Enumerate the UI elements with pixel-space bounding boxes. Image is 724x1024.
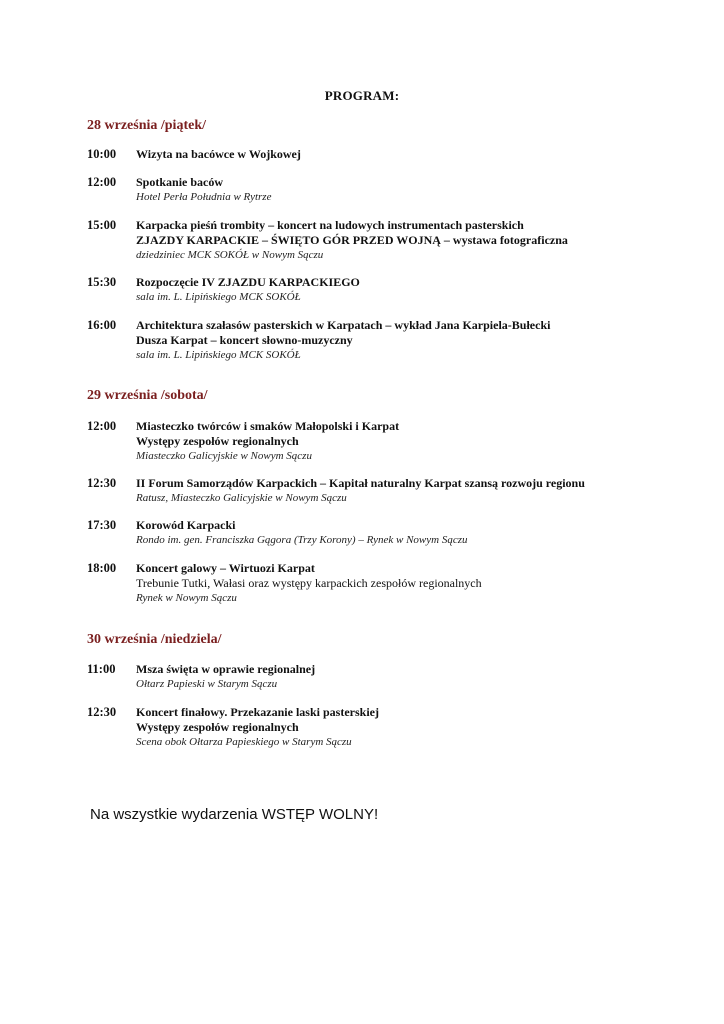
event-time: 12:00 [87, 175, 117, 189]
event-description: Trebunie Tutki, Wałasi oraz występy karpackich zespołów regionalnych [136, 576, 482, 590]
event-title: Dusza Karpat – koncert słowno-muzyczny [136, 333, 353, 347]
event-time: 16:00 [87, 318, 117, 332]
event-title: Karpacka pieśń trombity – koncert na ludowych instrumentach pasterskich [136, 218, 524, 232]
event-title: II Forum Samorządów Karpackich – Kapitał naturalny Karpat szansą rozwoju regionu [136, 476, 585, 490]
event-title: Występy zespołów regionalnych [136, 720, 299, 734]
day-heading-30: 30 września /niedziela/ [87, 632, 222, 647]
event-title: Rozpoczęcie IV ZJAZDU KARPACKIEGO [136, 275, 360, 289]
event-location: Rynek w Nowym Sączu [136, 592, 237, 604]
event-time: 18:00 [87, 561, 117, 575]
event-title: Msza święta w oprawie regionalnej [136, 662, 316, 676]
event-title: Miasteczko twórców i smaków Małopolski i Karpat [136, 419, 400, 433]
free-entry-note: Na wszystkie wydarzenia WSTĘP WOLNY! [90, 806, 379, 823]
event-time: 12:30 [87, 705, 117, 719]
event-title: Koncert galowy – Wirtuozi Karpat [136, 561, 315, 575]
event-title: Wizyta na bacówce w Wojkowej [136, 147, 301, 161]
event-title: Korowód Karpacki [136, 518, 236, 532]
event-time: 17:30 [87, 518, 117, 532]
event-time: 12:00 [87, 419, 117, 433]
event-location: sala im. L. Lipińskiego MCK SOKÓŁ [136, 349, 301, 361]
event-title: Spotkanie baców [136, 175, 224, 189]
event-location: Hotel Perła Południa w Rytrze [136, 191, 272, 203]
event-time: 12:30 [87, 476, 117, 490]
event-time: 15:30 [87, 275, 117, 289]
event-location: Ołtarz Papieski w Starym Sączu [136, 678, 278, 690]
page-title: PROGRAM: [324, 88, 400, 103]
event-location: Ratusz, Miasteczko Galicyjskie w Nowym Sączu [136, 492, 347, 504]
event-location: Miasteczko Galicyjskie w Nowym Sączu [136, 450, 312, 462]
event-time: 10:00 [87, 147, 117, 161]
event-location: sala im. L. Lipińskiego MCK SOKÓŁ [136, 291, 301, 303]
event-title: ZJAZDY KARPACKIE – ŚWIĘTO GÓR PRZED WOJNĄ – wystawa fotograficzna [136, 233, 568, 247]
event-time: 11:00 [87, 662, 116, 676]
day-heading-28: 28 września /piątek/ [87, 118, 206, 133]
day-heading-29: 29 września /sobota/ [87, 388, 208, 403]
event-location: Rondo im. gen. Franciszka Gągora (Trzy Korony) – Rynek w Nowym Sączu [136, 534, 468, 546]
event-location: dziedziniec MCK SOKÓŁ w Nowym Sączu [136, 249, 324, 261]
event-title: Występy zespołów regionalnych [136, 434, 299, 448]
event-time: 15:00 [87, 218, 117, 232]
event-title: Architektura szałasów pasterskich w Karpatach – wykład Jana Karpiela-Bułecki [136, 318, 551, 332]
event-title: Koncert finałowy. Przekazanie laski pasterskiej [136, 705, 379, 719]
event-location: Scena obok Ołtarza Papieskiego w Starym Sączu [136, 736, 352, 748]
